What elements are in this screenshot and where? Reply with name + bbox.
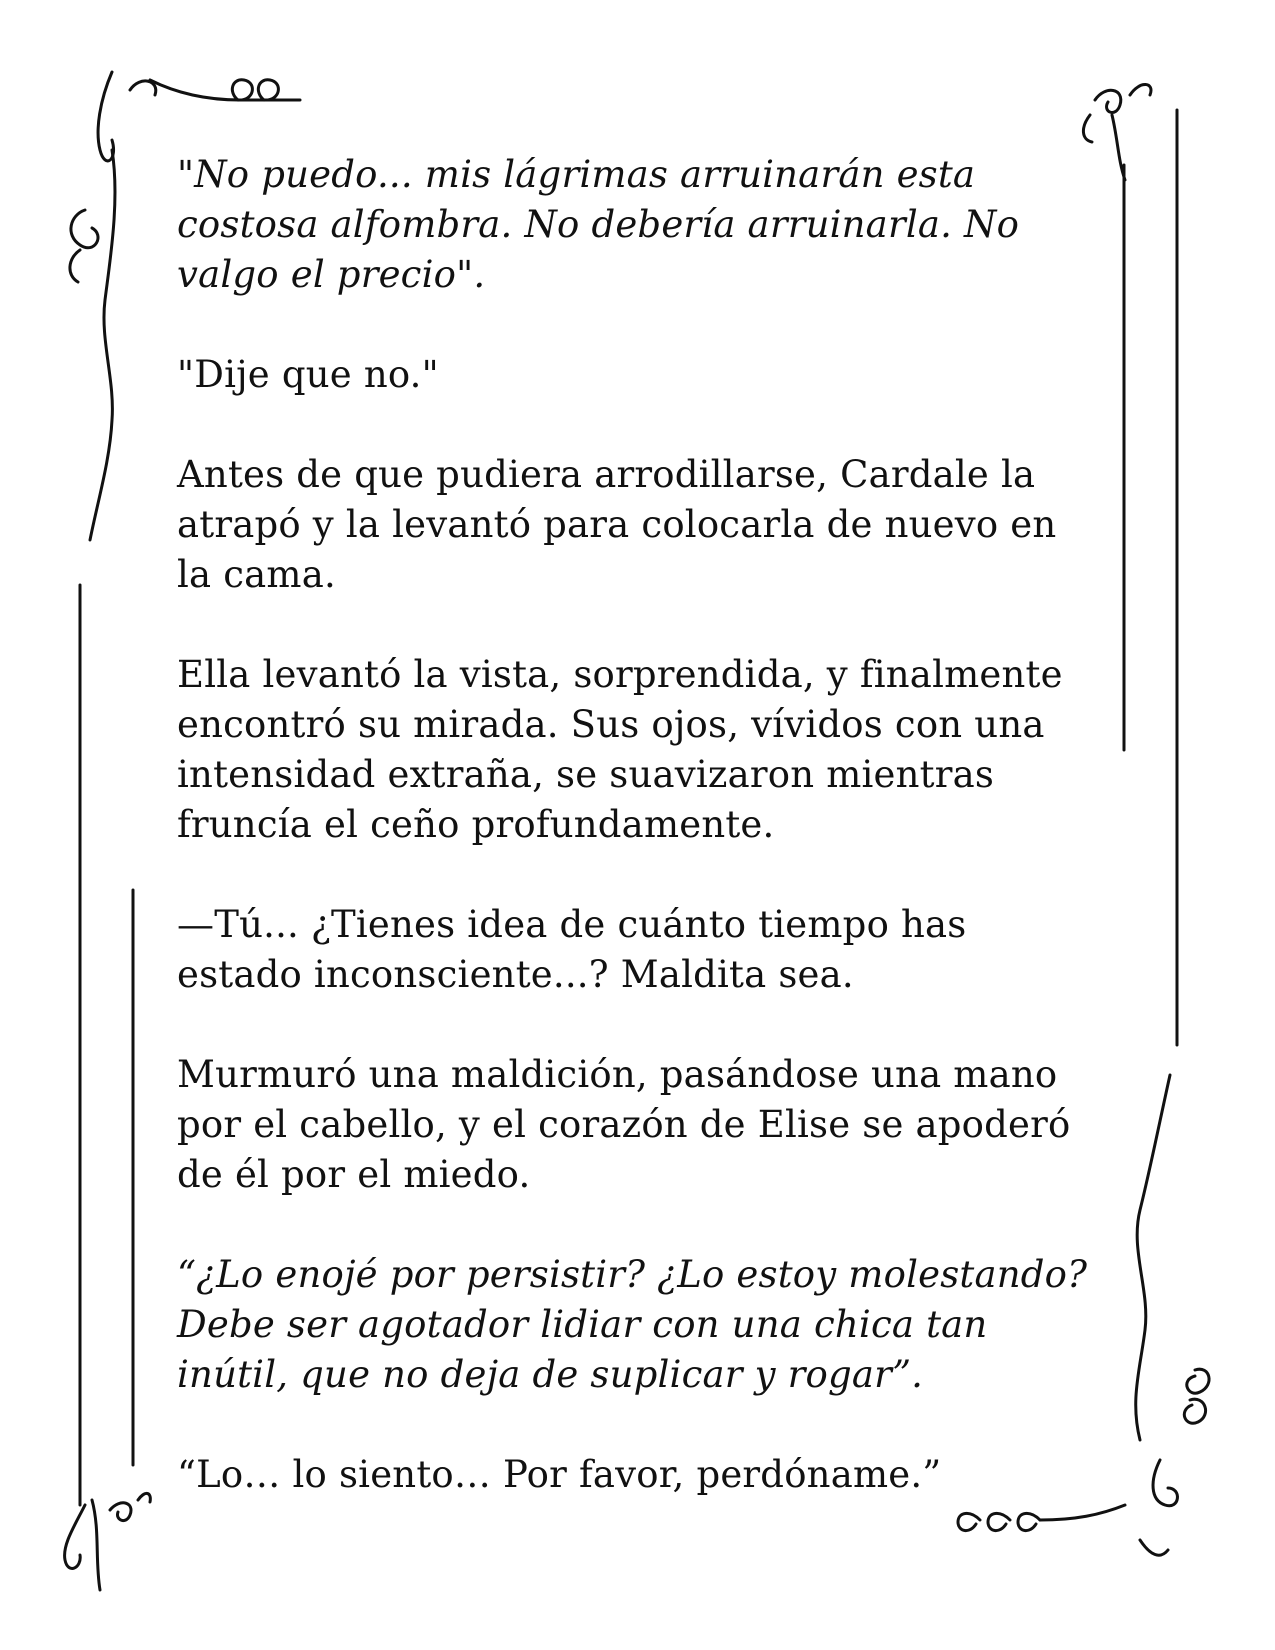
text-line: Ella levantó la vista, sorprendida, y finalmente (177, 653, 1063, 696)
paragraph-narration-3 (177, 1050, 1097, 1200)
text-line: la cama. (177, 553, 336, 596)
text-line: "No puedo... mis lágrimas arruinarán esta (177, 153, 976, 196)
text-line: "Dije que no." (177, 353, 439, 396)
text-line: “Lo… lo siento… Por favor, perdóname.” (177, 1453, 942, 1496)
text-line: fruncía el ceño profundamente. (177, 803, 775, 846)
paragraph-thought-1 (177, 150, 1097, 300)
text-line: intensidad extraña, se suavizaron mientras (177, 753, 995, 796)
text-line: Debe ser agotador lidiar con una chica tan (177, 1303, 988, 1346)
text-line: de él por el miedo. (177, 1153, 531, 1196)
paragraph-narration-1 (177, 450, 1097, 600)
flourish-bottom-left-icon (65, 1493, 151, 1590)
paragraph-dialogue-2 (177, 900, 1097, 1000)
paragraph-dialogue-3 (177, 1450, 1097, 1500)
story-text (177, 150, 1097, 1550)
text-line: atrapó y la levantó para colocarla de nuevo en (177, 503, 1057, 546)
text-line: costosa alfombra. No debería arruinarla. No (177, 203, 1020, 246)
text-line: Murmuró una maldición, pasándose una mano (177, 1053, 1058, 1096)
text-line: valgo el precio". (177, 253, 486, 296)
text-line: inútil, que no deja de suplicar y rogar”. (177, 1353, 924, 1396)
text-line: estado inconsciente...? Maldita sea. (177, 953, 854, 996)
text-line: Antes de que pudiera arrodillarse, Cardale la (177, 453, 1036, 496)
paragraph-narration-2 (177, 650, 1097, 850)
text-line: “¿Lo enojé por persistir? ¿Lo estoy molestando? (177, 1253, 1088, 1296)
text-line: por el cabello, y el corazón de Elise se apoderó (177, 1103, 1071, 1146)
text-line: —Tú... ¿Tienes idea de cuánto tiempo has (177, 903, 967, 946)
paragraph-thought-2 (177, 1250, 1097, 1400)
paragraph-dialogue-1 (177, 350, 1097, 400)
text-line: encontró su mirada. Sus ojos, vívidos con una (177, 703, 1045, 746)
